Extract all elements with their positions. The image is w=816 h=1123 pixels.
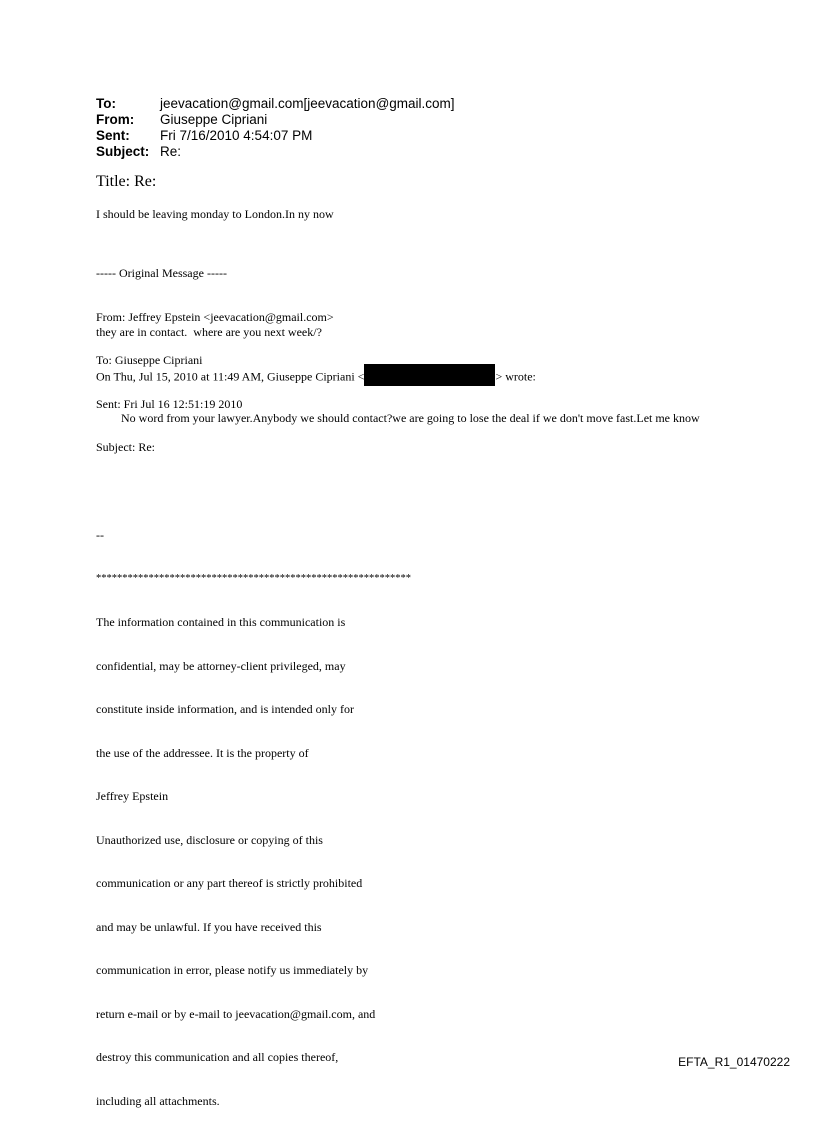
reply-line: they are in contact. where are you next week/? — [96, 325, 322, 339]
sent-label: Sent: — [96, 128, 130, 143]
signature-line: Jeffrey Epstein — [96, 789, 169, 803]
original-sent: Sent: Fri Jul 16 12:51:19 2010 — [96, 396, 243, 411]
to-row — [96, 96, 455, 112]
signature-line: return e-mail or by e-mail to jeevacation@gmail.com, and — [96, 1006, 376, 1021]
original-subject: Subject: Re: — [96, 440, 155, 454]
sent-row — [96, 128, 455, 144]
from-row — [96, 112, 455, 128]
quoted-message: No word from your lawyer.Anybody we should contact?we are going to lose the deal if we don't move fast.Let me know — [121, 411, 700, 425]
original-from: From: Jeffrey Epstein <jeevacation@gmail.com> — [96, 309, 334, 324]
signature-line: the use of the addressee. It is the property of — [96, 745, 309, 760]
signature-line: communication or any part thereof is strictly prohibited — [96, 876, 363, 890]
on-wrote-prefix: On Thu, Jul 15, 2010 at 11:49 AM, Giuseppe Cipriani < — [96, 369, 365, 384]
body-line: I should be leaving monday to London.In ny now — [96, 207, 334, 221]
from-label: From: — [96, 112, 135, 127]
signature-dashes: -- — [96, 528, 104, 542]
subject-row — [96, 144, 455, 160]
original-message-block — [96, 237, 334, 469]
signature-block — [96, 499, 411, 1123]
signature-line: constitute inside information, and is intended only for — [96, 702, 354, 716]
document-id: EFTA_R1_01470222 — [678, 1055, 790, 1069]
signature-line: including all attachments. — [96, 1093, 220, 1108]
signature-line: communication in error, please notify us immediately by — [96, 963, 369, 977]
to-label: To: — [96, 96, 116, 111]
redaction-box — [364, 364, 495, 386]
signature-line: Unauthorized use, disclosure or copying of this — [96, 832, 323, 847]
original-to: To: Giuseppe Cipriani — [96, 353, 203, 367]
signature-line: and may be unlawful. If you have received this — [96, 919, 322, 934]
to-value: jeevacation@gmail.com[jeevacation@gmail.com] — [160, 96, 455, 111]
email-header — [96, 96, 455, 160]
signature-line: destroy this communication and all copies thereof, — [96, 1050, 339, 1064]
email-title: Title: Re: — [96, 173, 157, 190]
subject-label: Subject: — [96, 144, 150, 159]
from-value: Giuseppe Cipriani — [160, 112, 268, 127]
on-wrote-line — [96, 369, 536, 386]
sent-value: Fri 7/16/2010 4:54:07 PM — [160, 128, 313, 143]
signature-line: confidential, may be attorney-client privileged, may — [96, 658, 346, 673]
subject-value: Re: — [160, 144, 182, 159]
signature-stars: ************************************************************ — [96, 572, 411, 584]
on-wrote-suffix: > wrote: — [495, 369, 536, 384]
signature-line: The information contained in this communication is — [96, 615, 346, 629]
original-divider: ----- Original Message ----- — [96, 266, 227, 280]
